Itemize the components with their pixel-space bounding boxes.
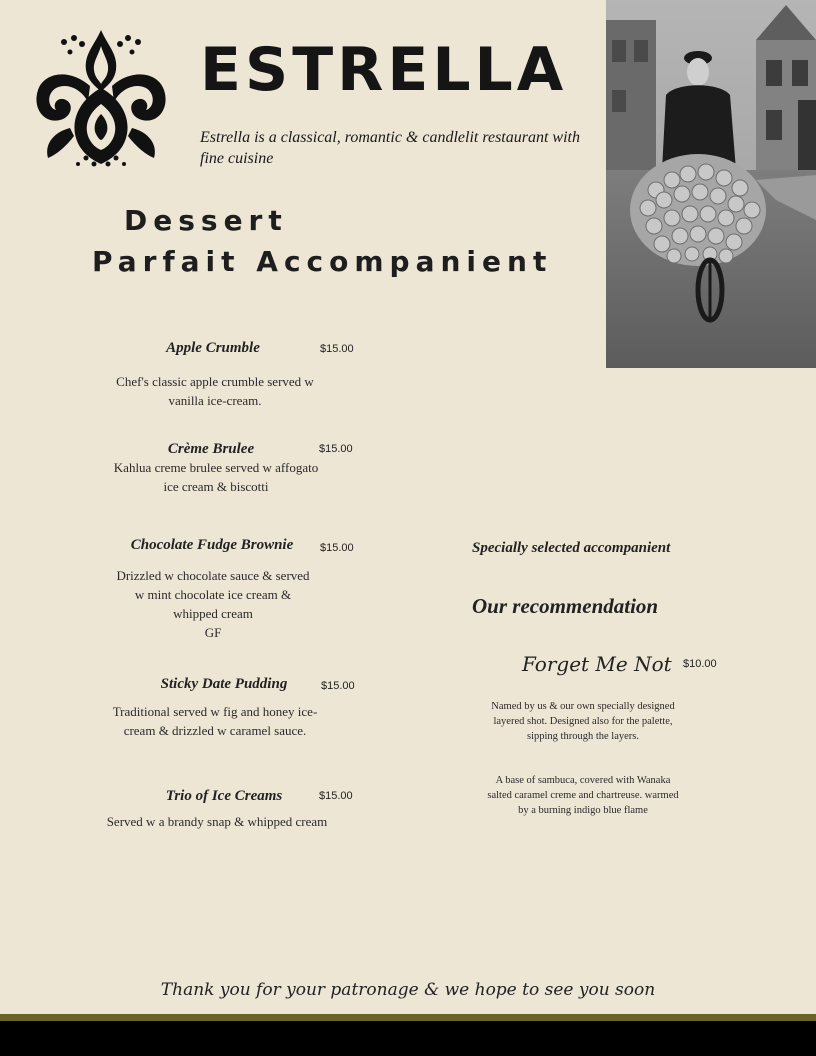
menu-item-desc-chocolate-fudge-brownie: Drizzled w chocolate sauce & served w mint chocolate ice cream & whipped cream [116,568,310,621]
recommended-item-price: $10.00 [683,658,717,670]
recommended-item-name: Forget Me Not [522,652,672,676]
accompaniment-heading: Specially selected accompanient [472,540,671,556]
menu-item-desc-sticky-date-pudding: Traditional served w fig and honey ice-cream & drizzled w caramel sauce. [112,704,318,738]
thank-you-message: Thank you for your patronage & we hope to see you soon [160,980,656,1000]
vintage-photo [606,0,816,368]
restaurant-name: ESTRELLA [200,35,568,105]
menu-item-price-trio-of-ice-creams: $15.00 [319,790,353,802]
menu-item-desc-creme-brulee: Kahlua creme brulee served w affogato ice cream & biscotti [113,460,319,494]
menu-item-price-creme-brulee: $15.00 [319,443,353,455]
recommended-item-desc-2: A base of sambuca, covered with Wanaka salted caramel creme and chartreuse. warmed by a burning indigo blue flame [487,775,679,816]
menu-item-name-chocolate-fudge-brownie: Chocolate Fudge Brownie [130,537,294,553]
menu-item-name-apple-crumble: Apple Crumble [166,340,260,356]
category-title-line2: Parfait Accompanient [92,245,553,278]
menu-item-note-gf: GF [204,625,222,640]
menu-item-name-sticky-date-pudding: Sticky Date Pudding [160,676,288,692]
menu-item-name-creme-brulee: Crème Brulee [167,441,255,457]
restaurant-tagline: Estrella is a classical, romantic & candlelit restaurant with fine cuisine [200,129,580,167]
menu-item-price-chocolate-fudge-brownie: $15.00 [320,542,354,554]
category-title-line1: Dessert [124,204,288,237]
menu-item-name-trio-of-ice-creams: Trio of Ice Creams [165,788,283,804]
menu-item-price-sticky-date-pudding: $15.00 [321,680,355,692]
menu-item-price-apple-crumble: $15.00 [320,343,354,355]
footer-black-bar [0,1021,816,1056]
footer-olive-bar [0,1014,816,1021]
recommended-item-desc-1: Named by us & our own specially designed layered shot. Designed also for the palette, sipping through the layers. [491,701,675,742]
menu-item-desc-trio-of-ice-creams: Served w a brandy snap & whipped cream [106,814,328,829]
damask-logo-icon [30,28,172,170]
recommendation-heading: Our recommendation [472,594,659,618]
menu-item-desc-apple-crumble: Chef's classic apple crumble served w vanilla ice-cream. [116,374,314,408]
